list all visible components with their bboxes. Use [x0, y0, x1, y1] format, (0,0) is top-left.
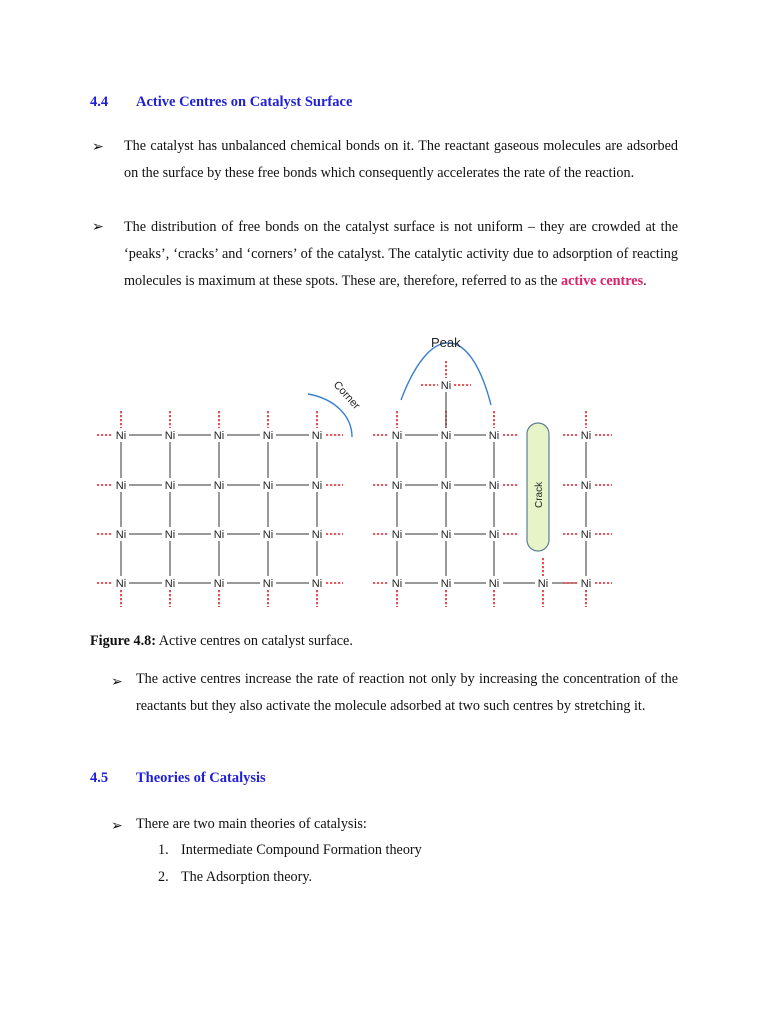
- ni-atom: Ni: [488, 578, 500, 590]
- section-title: Theories of Catalysis: [136, 770, 266, 786]
- ni-atom: Ni: [537, 578, 549, 590]
- ni-atom: Ni: [311, 578, 323, 590]
- caption-label: Figure 4.8:: [90, 633, 156, 649]
- ni-atom: Ni: [391, 529, 403, 541]
- paragraph-free-bonds: [124, 214, 678, 295]
- ni-atom: Ni: [311, 529, 323, 541]
- bullet-icon: ➢: [111, 819, 123, 834]
- highlight-active-centres: active centres: [561, 273, 644, 289]
- ni-atom: Ni: [391, 480, 403, 492]
- list-item: [158, 869, 313, 886]
- ni-atom: Ni: [213, 430, 225, 442]
- ni-atom: Ni: [115, 529, 127, 541]
- bullet-icon: ➢: [92, 220, 104, 235]
- section-number: 4.5: [90, 770, 109, 786]
- ni-atom: Ni: [164, 529, 176, 541]
- bullet-icon: ➢: [92, 140, 104, 155]
- ni-atom: Ni: [164, 480, 176, 492]
- list-number: 2.: [158, 869, 169, 885]
- ni-atom: Ni: [164, 430, 176, 442]
- ni-atom: Ni: [488, 529, 500, 541]
- ni-atom: Ni: [488, 480, 500, 492]
- section-title: Active Centres on Catalyst Surface: [136, 94, 353, 110]
- ni-atom: Ni: [115, 430, 127, 442]
- paragraph-text: The distribution of free bonds on the catalyst surface is not uniform – they are crowded at the ‘peaks’, ‘cracks’ and ‘corners’ of the catalyst. The catalytic activity due to adsorption of reacting molecules is maximum at these spots. These are, therefore, referred to as the: [124, 219, 678, 289]
- paragraph-theories-intro: There are two main theories of catalysis:: [136, 816, 367, 832]
- ni-atom: Ni: [391, 578, 403, 590]
- ni-atom: Ni: [440, 480, 452, 492]
- peak-label: Peak: [431, 335, 461, 350]
- corner-label: Corner: [330, 378, 363, 412]
- ni-atom: Ni: [488, 430, 500, 442]
- ni-atom: Ni: [440, 380, 452, 392]
- ni-atom: Ni: [213, 529, 225, 541]
- ni-atom: Ni: [311, 430, 323, 442]
- ni-atom: Ni: [262, 529, 274, 541]
- section-number: 4.4: [90, 94, 109, 110]
- ni-atom: Ni: [262, 578, 274, 590]
- paragraph-catalyst-bonds: The catalyst has unbalanced chemical bonds on it. The reactant gaseous molecules are adsorbed on the surface by these free bonds which consequently accelerates the rate of the reaction.: [124, 138, 678, 181]
- ni-atom: Ni: [440, 578, 452, 590]
- ni-atom: Ni: [262, 430, 274, 442]
- list-text: The Adsorption theory.: [181, 869, 313, 885]
- ni-atom: Ni: [580, 529, 592, 541]
- list-item: [158, 842, 422, 859]
- ni-atom: Ni: [440, 529, 452, 541]
- list-text: Intermediate Compound Formation theory: [181, 842, 422, 858]
- section-heading-4-5: [90, 770, 490, 790]
- ni-atom: Ni: [440, 430, 452, 442]
- ni-atom: Ni: [580, 480, 592, 492]
- list-number: 1.: [158, 842, 169, 858]
- lattice-figure: [0, 325, 768, 625]
- ni-atom: Ni: [262, 480, 274, 492]
- ni-atom: Ni: [391, 430, 403, 442]
- ni-atom: Ni: [311, 480, 323, 492]
- figure-caption: [90, 633, 353, 650]
- ni-atom: Ni: [580, 578, 592, 590]
- crack-label: Crack: [534, 481, 545, 508]
- paragraph-active-centres-effect: The active centres increase the rate of reaction not only by increasing the concentration of the reactants but they also activate the molecule adsorbed at two such centres by stretching it.: [136, 671, 678, 714]
- bullet-icon: ➢: [111, 675, 123, 690]
- caption-text: Active centres on catalyst surface.: [155, 633, 353, 649]
- decor-layer: [308, 335, 549, 551]
- ni-atom: Ni: [115, 480, 127, 492]
- ni-atom: Ni: [213, 578, 225, 590]
- ni-atom: Ni: [213, 480, 225, 492]
- ni-atom: Ni: [580, 430, 592, 442]
- section-heading-4-4: [90, 94, 490, 114]
- ni-atom: Ni: [115, 578, 127, 590]
- ni-atom: Ni: [164, 578, 176, 590]
- paragraph-end: .: [643, 273, 647, 289]
